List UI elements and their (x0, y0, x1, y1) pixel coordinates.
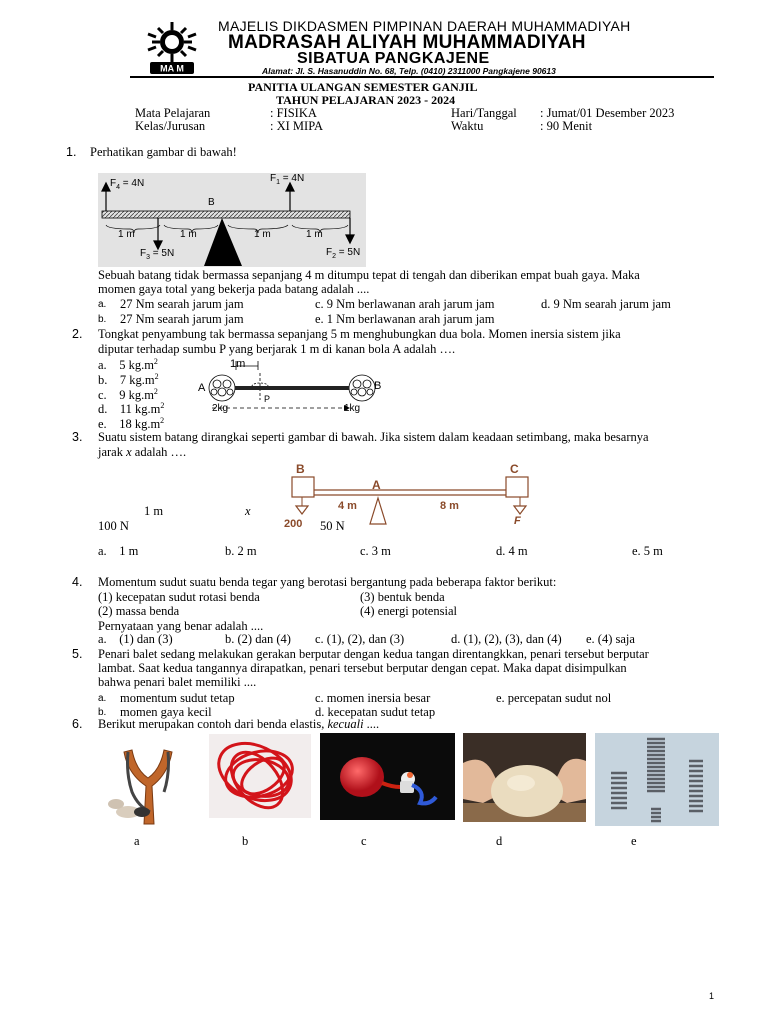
day-value: : Jumat/01 Desember 2023 (540, 106, 675, 120)
question-text: jarak x adalah …. (98, 445, 187, 459)
option-letter: b. (98, 707, 107, 718)
header-rule (130, 76, 714, 78)
factor-4: (4) energi potensial (360, 604, 457, 618)
option-c: c. momen inersia besar (315, 691, 431, 705)
question-text: diputar terhadap sumbu P yang berjarak 1 m di kanan bola A adalah …. (98, 342, 456, 356)
point-b-label: B (208, 197, 215, 208)
option-a: 27 Nm searah jarum jam (120, 297, 244, 311)
option-b: b. (2) dan (4) (225, 632, 291, 646)
image-label-d: d (496, 834, 503, 848)
point-a-label: A (372, 478, 381, 492)
option-c: c. 3 m (360, 544, 391, 558)
factor-2: (2) massa benda (98, 604, 180, 618)
class-label: Kelas/Jurusan (135, 119, 206, 133)
option-letter: b. (98, 314, 107, 325)
header-address: Alamat: Jl. S. Hasanuddin No. 68, Telp. (0410) 2311000 Pangkajene 90613 (262, 66, 556, 76)
question-text: momen gaya total yang bekerja pada batang adalah .... (98, 282, 370, 296)
class-value: : XI MIPA (270, 119, 324, 133)
mass-a-label: 2kg (212, 403, 229, 414)
question-text: Suatu sistem batang dirangkai seperti gambar di bawah. Jika sistem dalam keadaan setimbang, maka besarnya (98, 430, 649, 444)
question-text: Momentum sudut suatu benda tegar yang berotasi bergantung pada beberapa faktor berikut: (98, 575, 557, 589)
distance-4m-label: 4 m (338, 500, 357, 512)
force-f2-label: $F_2 = 5N$ (326, 247, 361, 260)
image-label-b: b (242, 834, 249, 848)
option-e: e. percepatan sudut nol (496, 691, 612, 705)
muhammadiyah-logo-icon (136, 20, 208, 76)
option-a: momentum sudut tetap (120, 691, 235, 705)
factor-1: (1) kecepatan sudut rotasi benda (98, 590, 260, 604)
day-label: Hari/Tanggal (451, 106, 517, 120)
label-1m: 1 m (144, 504, 164, 518)
option-b: momen gaya kecil (120, 705, 212, 719)
question-number: 5. (72, 647, 83, 661)
question-text: Tongkat penyambung tak bermassa sepanjang 5 m menghubungkan dua bola. Momen inersia sistem jika (98, 327, 621, 341)
question-text: Sebuah batang tidak bermassa sepanjang 4 m ditumpu tepat di tengah dan diberikan empat buah gaya. Maka (98, 268, 640, 282)
image-label-c: c (361, 834, 367, 848)
option-e: e. 1 Nm berlawanan arah jarum jam (315, 312, 495, 326)
rubber-bands-image (209, 734, 311, 818)
weight-200-label: 200 (284, 518, 303, 530)
time-value: : 90 Menit (540, 119, 593, 133)
question-text: Penari balet sedang melakukan gerakan berputar dengan kedua tangan direntangkkan, penari tersebut berputar (98, 647, 649, 661)
subject-label: Mata Pelajaran (135, 106, 211, 120)
question-number: 6. (72, 717, 83, 731)
option-d: d. 11 $kg.m^2$ (98, 401, 165, 417)
option-a: a. 1 m (98, 544, 139, 558)
option-e: e. 18 $kg.m^2$ (98, 416, 165, 432)
option-d: d. 4 m (496, 544, 528, 558)
segment-1-label: 1 m (118, 229, 135, 240)
option-d: d. kecepatan sudut tetap (315, 705, 436, 719)
image-label-a: a (134, 834, 140, 848)
statement: Pernyataan yang benar adalah .... (98, 619, 264, 633)
question-number: 3. (72, 430, 83, 444)
option-c: c. (1), (2), dan (3) (315, 632, 405, 646)
time-label: Waktu (451, 119, 484, 133)
option-b: b. 7 $kg.m^2$ (98, 372, 159, 388)
option-a: a. 5 $kg.m^2$ (98, 357, 158, 373)
label-x: x (245, 504, 251, 518)
force-f1-label: $F_1 = 4N$ (270, 173, 305, 186)
exam-year: TAHUN PELAJARAN 2023 - 2024 (276, 93, 456, 107)
exam-title: PANITIA ULANGAN SEMESTER GANJIL (248, 80, 478, 94)
balloon-image (320, 733, 455, 820)
question-number: 1. (66, 145, 77, 159)
factor-3: (3) bentuk benda (360, 590, 445, 604)
segment-4-label: 1 m (306, 229, 323, 240)
slingshot-image (98, 734, 198, 828)
distance-label: 1m (230, 358, 246, 370)
page-number: 1 (709, 991, 715, 1001)
option-d: d. (1), (2), (3), dan (4) (451, 632, 562, 646)
question-text: bahwa penari balet memiliki .... (98, 675, 257, 689)
header-location: SIBATUA PANGKAJENE (297, 50, 490, 67)
header-org: MAJELIS DIKDASMEN PIMPINAN DAERAH MUHAMMADIYAH (218, 18, 631, 34)
option-b: 27 Nm searah jarum jam (120, 312, 244, 326)
rod-balls-figure (198, 358, 384, 416)
mass-b-label: 1kg (344, 403, 361, 414)
option-letter: a. (98, 693, 107, 704)
subject-value: : FISIKA (270, 106, 317, 120)
option-c: c. 9 Nm berlawanan arah jarum jam (315, 297, 495, 311)
distance-8m-label: 8 m (440, 500, 459, 512)
option-e: e. 5 m (632, 544, 663, 558)
option-e: e. (4) saja (586, 632, 635, 646)
label-100n: 100 N (98, 519, 129, 533)
ball-b-label: B (374, 380, 382, 392)
force-f3-label: $F_3 = 5N$ (140, 248, 175, 261)
label-50n: 50 N (320, 519, 345, 533)
force-f4-label: $F_4 = 4N$ (110, 178, 145, 191)
axis-p-label: P (264, 394, 271, 404)
option-a: a. (1) dan (3) (98, 632, 173, 646)
force-f-label: F (514, 515, 521, 527)
header-school: MADRASAH ALIYAH MUHAMMADIYAH (228, 32, 586, 53)
option-d: d. 9 Nm searah jarum jam (541, 297, 671, 311)
lever-figure (98, 173, 366, 267)
question-text: Berikut merupakan contoh dari benda elastis, kecuali .... (98, 717, 380, 731)
ball-a-label: A (198, 382, 206, 394)
point-c-label: C (510, 462, 519, 476)
option-b: b. 2 m (225, 544, 257, 558)
option-c: c. 9 $kg.m^2$ (98, 387, 158, 403)
dough-image (463, 733, 586, 822)
question-prompt: Perhatikan gambar di bawah! (90, 145, 237, 159)
image-label-e: e (631, 834, 637, 848)
svg-text:MA M: MA M (160, 63, 184, 74)
option-letter: a. (98, 299, 107, 310)
question-number: 2. (72, 327, 83, 341)
springs-image (595, 733, 719, 826)
question-number: 4. (72, 575, 83, 589)
segment-2-label: 1 m (180, 229, 197, 240)
segment-3-label: 1 m (254, 229, 271, 240)
question-text: lambat. Saat kedua tangannya dirapatkan, penari tersebut berputar dengan cepat. Maka dapat disimpulkan (98, 661, 627, 675)
point-b-label: B (296, 462, 305, 476)
